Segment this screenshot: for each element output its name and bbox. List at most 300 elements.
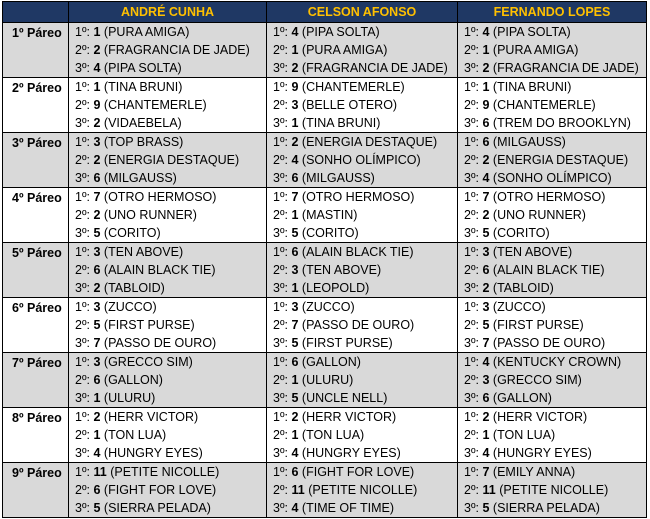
pick-horse-name: (CHANTEMERLE) xyxy=(301,80,405,94)
pick-line xyxy=(69,444,266,462)
pick-position: 3º: xyxy=(75,61,90,75)
pick-position: 2º: xyxy=(273,483,288,497)
pick-position: 1º: xyxy=(464,25,479,39)
pick-line xyxy=(267,426,457,444)
pick-number: 1 xyxy=(93,428,101,442)
pick-horse-name: (TEN ABOVE) xyxy=(301,263,382,277)
pick-horse-name: (OTRO HERMOSO) xyxy=(492,190,606,204)
pick-horse-name: (CORITO) xyxy=(103,226,161,240)
pick-line xyxy=(69,243,266,261)
pick-horse-name: (FRAGRANCIA DE JADE) xyxy=(492,61,639,75)
pick-cell xyxy=(458,463,647,518)
pick-horse-name: (PIPA SOLTA) xyxy=(301,25,380,39)
pick-line xyxy=(458,481,646,499)
pick-cell xyxy=(267,353,458,408)
pick-number: 1 xyxy=(482,428,490,442)
pick-horse-name: (UNO RUNNER) xyxy=(103,208,197,222)
pick-horse-name: (PIPA SOLTA) xyxy=(103,61,182,75)
pick-position: 2º: xyxy=(464,153,479,167)
pick-position: 3º: xyxy=(464,501,479,515)
pick-position: 1º: xyxy=(273,245,288,259)
pick-horse-name: (ALAIN BLACK TIE) xyxy=(301,245,414,259)
pick-line xyxy=(267,371,457,389)
header-fernando-lopes: FERNANDO LOPES xyxy=(458,2,647,23)
pick-line xyxy=(69,59,266,77)
pick-horse-name: (FIGHT FOR LOVE) xyxy=(103,483,217,497)
pick-number: 6 xyxy=(291,465,299,479)
pick-cell xyxy=(69,463,267,518)
race-row xyxy=(3,243,647,298)
pick-horse-name: (MASTIN) xyxy=(301,208,358,222)
pick-position: 3º: xyxy=(464,171,479,185)
pick-line xyxy=(458,188,646,206)
race-label: 3º Páreo xyxy=(3,133,69,188)
pick-position: 2º: xyxy=(464,318,479,332)
pick-line xyxy=(69,334,266,352)
picks-table xyxy=(2,1,647,518)
pick-position: 1º: xyxy=(464,80,479,94)
pick-line xyxy=(267,96,457,114)
pick-horse-name: (TEN ABOVE) xyxy=(492,245,573,259)
pick-number: 6 xyxy=(93,483,101,497)
pick-cell xyxy=(267,463,458,518)
pick-position: 2º: xyxy=(273,263,288,277)
pick-line xyxy=(458,444,646,462)
pick-number: 4 xyxy=(291,501,299,515)
pick-line xyxy=(458,389,646,407)
pick-horse-name: (BELLE OTERO) xyxy=(301,98,398,112)
pick-number: 2 xyxy=(482,410,490,424)
pick-position: 3º: xyxy=(273,281,288,295)
pick-number: 3 xyxy=(482,300,490,314)
pick-horse-name: (PASSO DE OURO) xyxy=(301,318,415,332)
pick-horse-name: (VIDAEBELA) xyxy=(103,116,182,130)
pick-line xyxy=(267,23,457,41)
pick-cell xyxy=(458,298,647,353)
pick-position: 1º: xyxy=(273,190,288,204)
race-label: 2º Páreo xyxy=(3,78,69,133)
pick-position: 2º: xyxy=(75,373,90,387)
pick-horse-name: (PETITE NICOLLE) xyxy=(308,483,418,497)
pick-number: 9 xyxy=(93,98,101,112)
pick-position: 3º: xyxy=(464,226,479,240)
pick-position: 2º: xyxy=(464,373,479,387)
pick-position: 2º: xyxy=(75,318,90,332)
pick-line xyxy=(458,353,646,371)
pick-line xyxy=(267,279,457,297)
pick-number: 2 xyxy=(482,61,490,75)
pick-position: 2º: xyxy=(75,483,90,497)
pick-position: 1º: xyxy=(75,300,90,314)
pick-horse-name: (HERR VICTOR) xyxy=(492,410,588,424)
pick-number: 1 xyxy=(291,208,299,222)
pick-horse-name: (EMILY ANNA) xyxy=(492,465,576,479)
pick-horse-name: (MILGAUSS) xyxy=(103,171,177,185)
pick-position: 1º: xyxy=(273,25,288,39)
pick-line xyxy=(458,298,646,316)
pick-horse-name: (ENERGIA DESTAQUE) xyxy=(301,135,438,149)
race-label: 7º Páreo xyxy=(3,353,69,408)
pick-line xyxy=(458,243,646,261)
pick-horse-name: (SONHO OLÍMPICO) xyxy=(301,153,421,167)
pick-number: 4 xyxy=(93,61,101,75)
pick-position: 1º: xyxy=(75,410,90,424)
pick-line xyxy=(267,169,457,187)
pick-position: 3º: xyxy=(273,171,288,185)
pick-number: 3 xyxy=(93,245,101,259)
pick-cell xyxy=(267,23,458,78)
pick-line xyxy=(267,463,457,481)
pick-position: 1º: xyxy=(75,135,90,149)
pick-number: 7 xyxy=(93,336,101,350)
race-label: 4º Páreo xyxy=(3,188,69,243)
pick-horse-name: (UNCLE NELL) xyxy=(301,391,388,405)
pick-horse-name: (FIRST PURSE) xyxy=(301,336,393,350)
race-label: 5º Páreo xyxy=(3,243,69,298)
header-andre-cunha: ANDRÉ CUNHA xyxy=(69,2,267,23)
pick-line xyxy=(458,96,646,114)
pick-horse-name: (LEOPOLD) xyxy=(301,281,370,295)
pick-cell xyxy=(267,408,458,463)
pick-number: 3 xyxy=(482,245,490,259)
pick-position: 3º: xyxy=(464,281,479,295)
pick-position: 3º: xyxy=(273,446,288,460)
pick-number: 2 xyxy=(482,281,490,295)
pick-position: 2º: xyxy=(75,208,90,222)
pick-position: 2º: xyxy=(464,428,479,442)
pick-line xyxy=(267,206,457,224)
pick-line xyxy=(69,114,266,132)
pick-position: 2º: xyxy=(464,98,479,112)
race-row xyxy=(3,23,647,78)
pick-line xyxy=(267,298,457,316)
pick-horse-name: (GRECCO SIM) xyxy=(492,373,582,387)
pick-line xyxy=(458,334,646,352)
race-row xyxy=(3,298,647,353)
pick-number: 11 xyxy=(93,465,107,479)
pick-horse-name: (PURA AMIGA) xyxy=(492,43,579,57)
pick-line xyxy=(69,261,266,279)
pick-number: 1 xyxy=(291,373,299,387)
pick-horse-name: (HUNGRY EYES) xyxy=(103,446,203,460)
pick-number: 2 xyxy=(93,116,101,130)
pick-number: 5 xyxy=(93,318,101,332)
pick-number: 5 xyxy=(291,336,299,350)
pick-number: 2 xyxy=(93,281,101,295)
pick-position: 1º: xyxy=(464,300,479,314)
pick-horse-name: (TREM DO BROOKLYN) xyxy=(492,116,631,130)
pick-horse-name: (TABLOID) xyxy=(492,281,554,295)
pick-line xyxy=(69,353,266,371)
pick-horse-name: (TON LUA) xyxy=(301,428,365,442)
pick-number: 6 xyxy=(482,116,490,130)
pick-horse-name: (PIPA SOLTA) xyxy=(492,25,571,39)
pick-line xyxy=(69,169,266,187)
pick-number: 6 xyxy=(482,391,490,405)
pick-cell xyxy=(69,408,267,463)
pick-line xyxy=(458,133,646,151)
pick-position: 2º: xyxy=(75,98,90,112)
pick-line xyxy=(267,408,457,426)
pick-horse-name: (ULURU) xyxy=(301,373,354,387)
pick-line xyxy=(69,279,266,297)
pick-horse-name: (FRAGRANCIA DE JADE) xyxy=(301,61,448,75)
pick-horse-name: (GALLON) xyxy=(301,355,361,369)
pick-horse-name: (TABLOID) xyxy=(103,281,165,295)
pick-cell xyxy=(458,78,647,133)
pick-line xyxy=(267,41,457,59)
pick-cell xyxy=(267,78,458,133)
pick-position: 3º: xyxy=(464,336,479,350)
pick-position: 2º: xyxy=(273,318,288,332)
pick-horse-name: (PETITE NICOLLE) xyxy=(499,483,609,497)
pick-number: 6 xyxy=(482,135,490,149)
pick-number: 3 xyxy=(291,263,299,277)
pick-line xyxy=(267,59,457,77)
pick-number: 6 xyxy=(93,373,101,387)
pick-number: 2 xyxy=(93,43,101,57)
pick-horse-name: (ALAIN BLACK TIE) xyxy=(492,263,605,277)
pick-number: 7 xyxy=(482,465,490,479)
pick-horse-name: (FIRST PURSE) xyxy=(492,318,584,332)
pick-line xyxy=(69,298,266,316)
pick-cell xyxy=(69,188,267,243)
pick-position: 2º: xyxy=(75,263,90,277)
pick-horse-name: (SIERRA PELADA) xyxy=(103,501,211,515)
pick-number: 9 xyxy=(291,80,299,94)
pick-line xyxy=(69,408,266,426)
pick-position: 1º: xyxy=(464,190,479,204)
pick-cell xyxy=(458,353,647,408)
pick-cell xyxy=(458,188,647,243)
pick-horse-name: (HERR VICTOR) xyxy=(301,410,397,424)
pick-cell xyxy=(69,133,267,188)
pick-position: 2º: xyxy=(464,483,479,497)
pick-position: 1º: xyxy=(273,135,288,149)
pick-position: 1º: xyxy=(75,190,90,204)
pick-number: 7 xyxy=(93,190,101,204)
pick-number: 1 xyxy=(291,428,299,442)
pick-number: 2 xyxy=(291,135,299,149)
pick-number: 11 xyxy=(291,483,305,497)
pick-cell xyxy=(69,243,267,298)
pick-number: 5 xyxy=(482,501,490,515)
pick-number: 6 xyxy=(291,171,299,185)
pick-horse-name: (GALLON) xyxy=(103,373,163,387)
pick-horse-name: (PURA AMIGA) xyxy=(301,43,388,57)
pick-position: 1º: xyxy=(75,80,90,94)
pick-cell xyxy=(267,188,458,243)
pick-number: 4 xyxy=(482,25,490,39)
pick-cell xyxy=(69,23,267,78)
pick-horse-name: (ALAIN BLACK TIE) xyxy=(103,263,216,277)
pick-line xyxy=(267,334,457,352)
pick-number: 4 xyxy=(482,355,490,369)
pick-number: 2 xyxy=(93,153,101,167)
pick-number: 2 xyxy=(291,410,299,424)
pick-position: 1º: xyxy=(273,465,288,479)
pick-position: 3º: xyxy=(75,446,90,460)
pick-number: 2 xyxy=(482,153,490,167)
pick-position: 1º: xyxy=(75,355,90,369)
pick-horse-name: (KENTUCKY CROWN) xyxy=(492,355,622,369)
pick-horse-name: (OTRO HERMOSO) xyxy=(103,190,217,204)
pick-horse-name: (CORITO) xyxy=(301,226,359,240)
pick-number: 2 xyxy=(291,61,299,75)
pick-number: 3 xyxy=(93,300,101,314)
pick-number: 1 xyxy=(93,391,101,405)
pick-number: 9 xyxy=(482,98,490,112)
pick-line xyxy=(69,371,266,389)
race-label: 1º Páreo xyxy=(3,23,69,78)
race-row xyxy=(3,353,647,408)
pick-horse-name: (CHANTEMERLE) xyxy=(492,98,596,112)
pick-position: 2º: xyxy=(273,373,288,387)
pick-horse-name: (TON LUA) xyxy=(492,428,556,442)
pick-position: 2º: xyxy=(273,43,288,57)
pick-number: 5 xyxy=(93,501,101,515)
pick-position: 1º: xyxy=(464,465,479,479)
race-row xyxy=(3,133,647,188)
pick-position: 3º: xyxy=(75,281,90,295)
pick-horse-name: (ENERGIA DESTAQUE) xyxy=(492,153,629,167)
pick-number: 3 xyxy=(93,355,101,369)
pick-number: 5 xyxy=(482,318,490,332)
pick-horse-name: (CORITO) xyxy=(492,226,550,240)
pick-horse-name: (PASSO DE OURO) xyxy=(492,336,606,350)
pick-line xyxy=(267,353,457,371)
pick-number: 1 xyxy=(291,281,299,295)
pick-horse-name: (PASSO DE OURO) xyxy=(103,336,217,350)
pick-position: 2º: xyxy=(273,153,288,167)
pick-line xyxy=(69,481,266,499)
pick-line xyxy=(69,188,266,206)
pick-line xyxy=(267,481,457,499)
pick-horse-name: (HUNGRY EYES) xyxy=(492,446,592,460)
pick-line xyxy=(69,389,266,407)
pick-position: 1º: xyxy=(273,355,288,369)
pick-horse-name: (UNO RUNNER) xyxy=(492,208,586,222)
pick-horse-name: (GRECCO SIM) xyxy=(103,355,193,369)
pick-horse-name: (FIRST PURSE) xyxy=(103,318,195,332)
pick-horse-name: (ULURU) xyxy=(103,391,156,405)
pick-position: 3º: xyxy=(75,226,90,240)
pick-position: 1º: xyxy=(273,410,288,424)
pick-number: 6 xyxy=(291,355,299,369)
pick-number: 1 xyxy=(291,116,299,130)
pick-line xyxy=(69,206,266,224)
pick-line xyxy=(458,59,646,77)
pick-line xyxy=(267,188,457,206)
pick-horse-name: (ENERGIA DESTAQUE) xyxy=(103,153,240,167)
pick-position: 3º: xyxy=(464,61,479,75)
pick-line xyxy=(458,169,646,187)
pick-number: 7 xyxy=(482,190,490,204)
pick-line xyxy=(69,41,266,59)
pick-number: 5 xyxy=(291,391,299,405)
pick-line xyxy=(69,23,266,41)
pick-horse-name: (CHANTEMERLE) xyxy=(103,98,207,112)
pick-position: 1º: xyxy=(273,300,288,314)
pick-line xyxy=(69,463,266,481)
pick-position: 2º: xyxy=(273,98,288,112)
pick-cell xyxy=(458,408,647,463)
pick-position: 1º: xyxy=(464,245,479,259)
pick-horse-name: (PURA AMIGA) xyxy=(103,25,190,39)
header-row xyxy=(3,2,647,23)
race-label: 6º Páreo xyxy=(3,298,69,353)
pick-number: 1 xyxy=(291,43,299,57)
pick-position: 3º: xyxy=(273,391,288,405)
pick-line xyxy=(267,133,457,151)
race-row xyxy=(3,78,647,133)
pick-horse-name: (FIGHT FOR LOVE) xyxy=(301,465,415,479)
pick-horse-name: (HERR VICTOR) xyxy=(103,410,199,424)
pick-line xyxy=(458,224,646,242)
pick-position: 3º: xyxy=(75,116,90,130)
pick-line xyxy=(69,316,266,334)
pick-line xyxy=(69,224,266,242)
pick-horse-name: (ZUCCO) xyxy=(492,300,546,314)
header-corner xyxy=(3,2,69,23)
pick-position: 3º: xyxy=(75,391,90,405)
pick-position: 3º: xyxy=(273,116,288,130)
pick-line xyxy=(458,151,646,169)
pick-line xyxy=(69,78,266,96)
pick-position: 2º: xyxy=(464,263,479,277)
pick-line xyxy=(458,426,646,444)
pick-horse-name: (TINA BRUNI) xyxy=(492,80,572,94)
pick-number: 1 xyxy=(93,25,101,39)
pick-horse-name: (TEN ABOVE) xyxy=(103,245,184,259)
pick-position: 1º: xyxy=(464,355,479,369)
pick-position: 3º: xyxy=(273,501,288,515)
pick-cell xyxy=(458,133,647,188)
pick-horse-name: (FRAGRANCIA DE JADE) xyxy=(103,43,250,57)
header-celson-afonso: CELSON AFONSO xyxy=(267,2,458,23)
pick-horse-name: (MILGAUSS) xyxy=(301,171,375,185)
pick-position: 1º: xyxy=(464,410,479,424)
pick-number: 6 xyxy=(93,263,101,277)
pick-horse-name: (SONHO OLÍMPICO) xyxy=(492,171,612,185)
pick-horse-name: (HUNGRY EYES) xyxy=(301,446,401,460)
pick-horse-name: (TINA BRUNI) xyxy=(103,80,183,94)
pick-number: 7 xyxy=(291,318,299,332)
pick-position: 2º: xyxy=(464,43,479,57)
pick-line xyxy=(458,499,646,517)
pick-line xyxy=(267,499,457,517)
pick-line xyxy=(69,499,266,517)
pick-line xyxy=(267,261,457,279)
pick-horse-name: (SIERRA PELADA) xyxy=(492,501,600,515)
pick-number: 5 xyxy=(93,226,101,240)
pick-cell xyxy=(267,243,458,298)
pick-horse-name: (ZUCCO) xyxy=(301,300,355,314)
pick-number: 4 xyxy=(291,25,299,39)
pick-number: 6 xyxy=(291,245,299,259)
pick-number: 1 xyxy=(482,43,490,57)
pick-line xyxy=(458,408,646,426)
pick-cell xyxy=(69,298,267,353)
pick-horse-name: (ZUCCO) xyxy=(103,300,157,314)
pick-position: 1º: xyxy=(75,465,90,479)
pick-number: 4 xyxy=(291,153,299,167)
pick-position: 2º: xyxy=(273,208,288,222)
pick-cell xyxy=(267,133,458,188)
pick-number: 4 xyxy=(482,446,490,460)
pick-line xyxy=(458,41,646,59)
pick-number: 6 xyxy=(93,171,101,185)
